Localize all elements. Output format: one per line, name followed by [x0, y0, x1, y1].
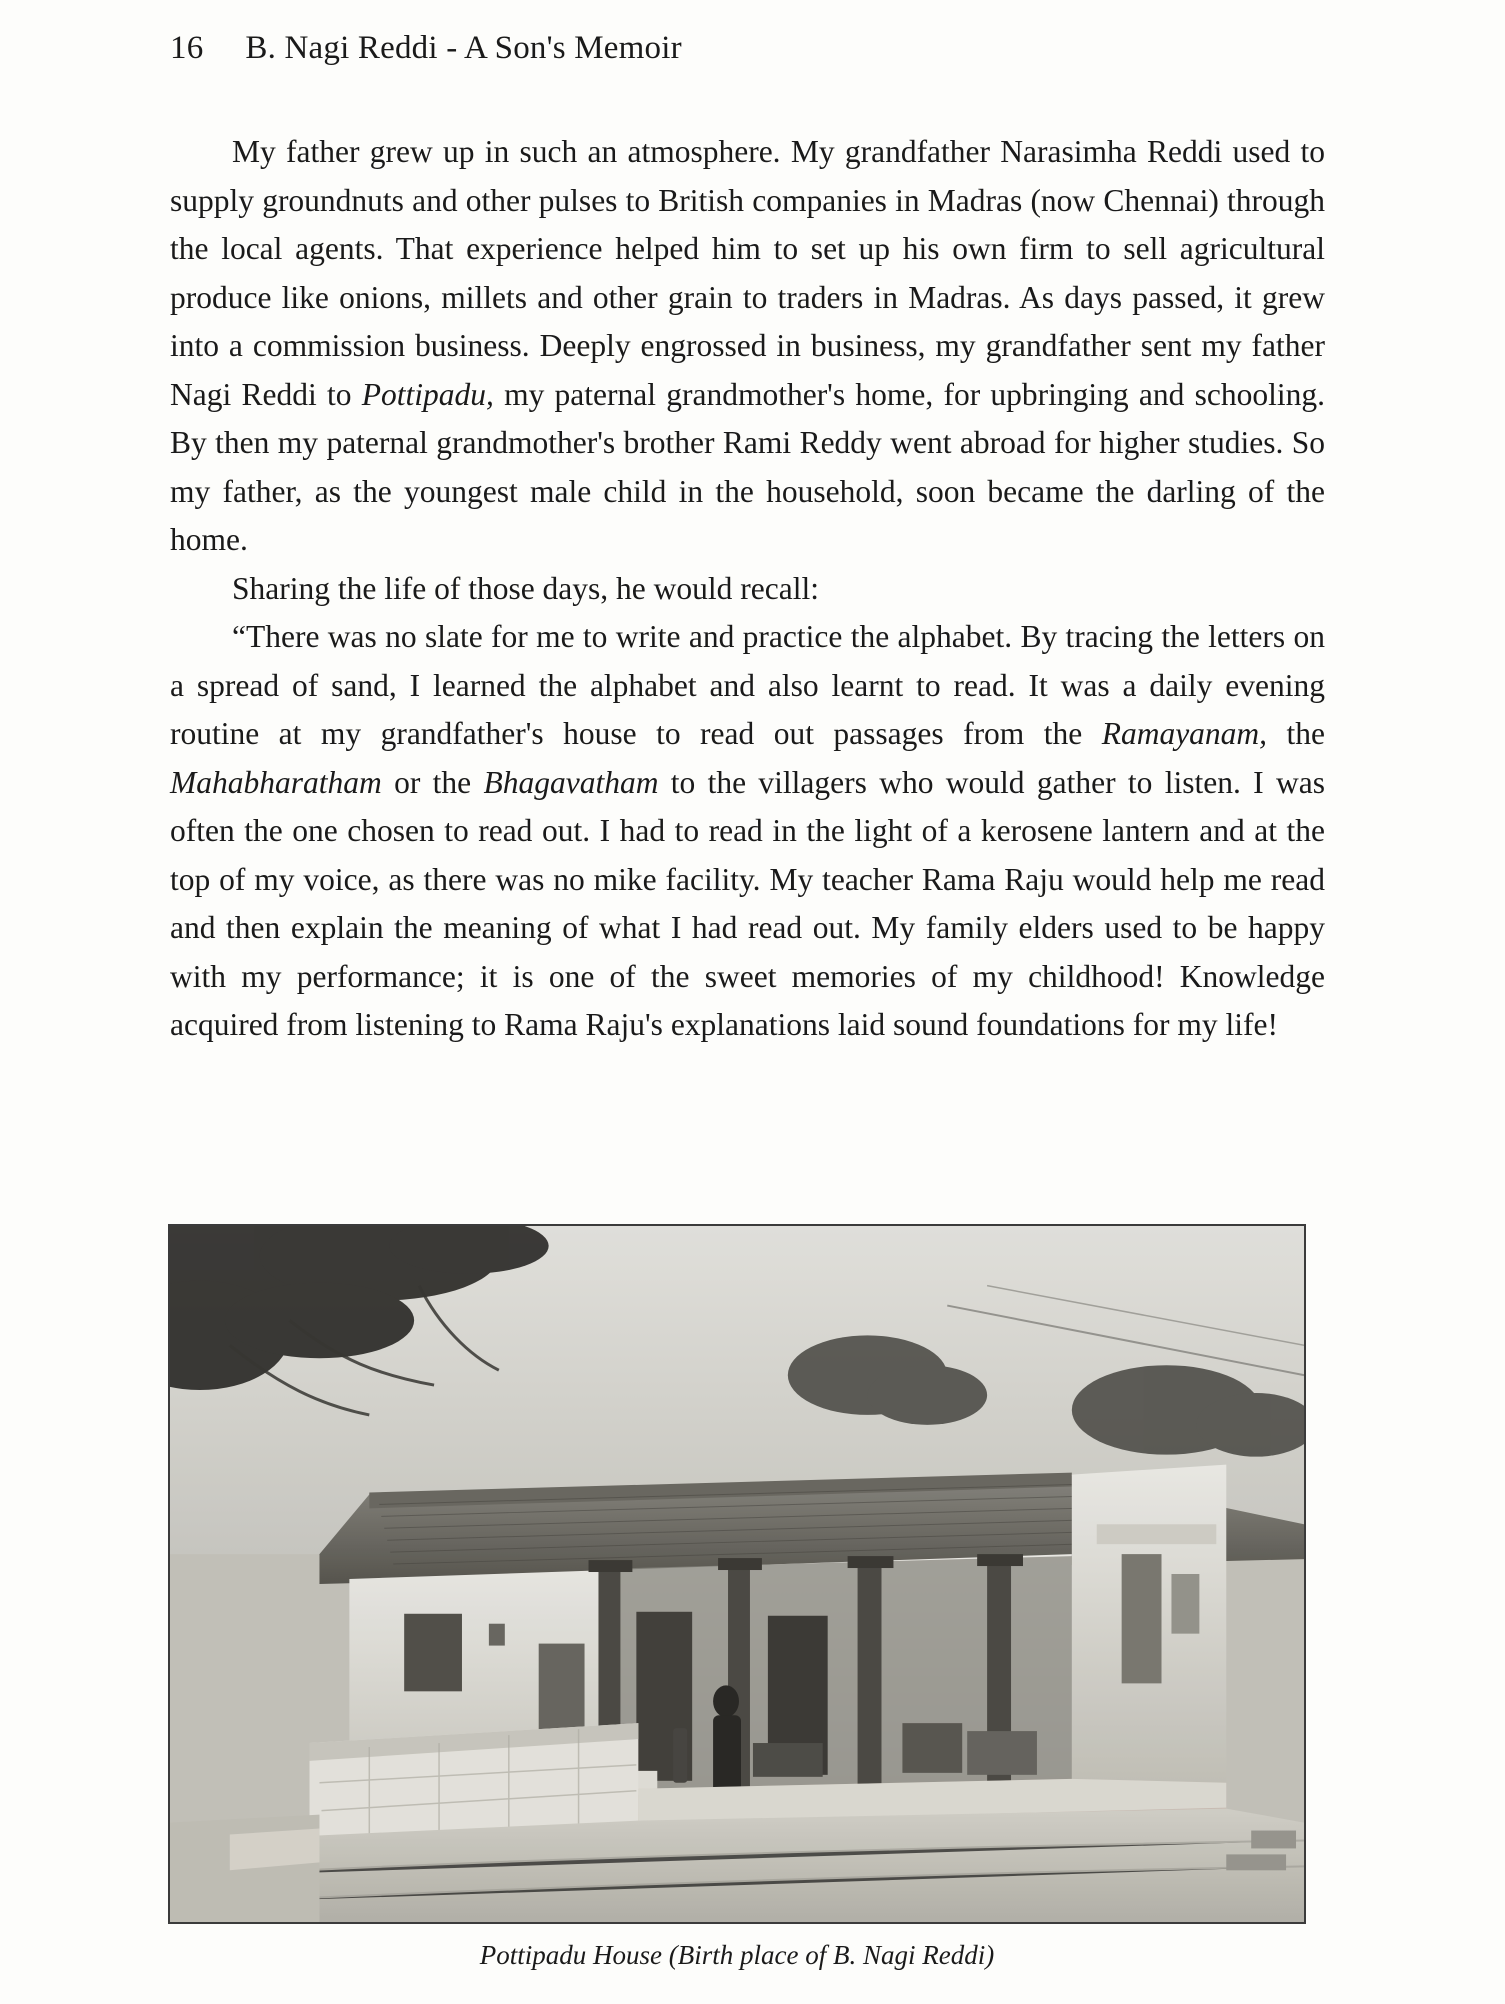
- paragraph-1: [170, 128, 1325, 565]
- paragraph-3-italic-mahabharatham: Mahabharatham: [170, 764, 382, 800]
- paragraph-3-text-d: to the villagers who would gather to listen. I was often the one chosen to read out. I had to read in the light of a kerosene lantern and at the top of my voice, as there was no mike facility. My teacher Rama Raju would help me read and then explain the meaning of what I had read out. My family elders used to be happy with my performance; it is one of the sweet memories of my childhood! Knowledge acquired from listening to Rama Raju's explanations laid sound foundations for my life!: [170, 764, 1325, 1042]
- paragraph-2-text: Sharing the life of those days, he would recall:: [232, 570, 819, 606]
- paragraph-3-italic-bhagavatham: Bhagavatham: [483, 764, 659, 800]
- photograph-pottipadu-house: [168, 1224, 1306, 1924]
- paragraph-1-text-b: my paternal grandmother's home, for upbringing and schooling. By then my paternal grandmother's brother Rami Reddy went abroad for higher studies. So my father, as the youngest male child in the household, soon became the darling of the home.: [170, 376, 1325, 557]
- paragraph-3-text-c: or the: [381, 764, 484, 800]
- paragraph-1-italic-pottipadu: Pottipadu,: [361, 376, 494, 412]
- paragraph-2: [170, 565, 1325, 614]
- body-text: [170, 128, 1325, 1050]
- paragraph-3-text-a: “There was no slate for me to write and practice the alphabet. By tracing the letters on a spread of sand, I learned the alphabet and also learnt to read. It was a daily evening routine at my grandfather's house to read out passages from the: [170, 619, 1325, 751]
- page-number: 16: [170, 30, 204, 66]
- figure-caption: Pottipadu House (Birth place of B. Nagi Reddi): [479, 1940, 995, 1970]
- paragraph-1-text-a: My father grew up in such an atmosphere. My grandfather Narasimha Reddi used to supply groundnuts and other pulses to British companies in Madras (now Chennai) through the local agents. That experience helped him to set up his own firm to sell agricultural produce like onions, millets and other grain to traders in Madras. As days passed, it grew into a commission business. Deeply engrossed in business, my grandfather sent my father Nagi Reddi to: [170, 134, 1325, 412]
- paragraph-3: [170, 613, 1325, 1050]
- page-header: [170, 30, 682, 67]
- paragraph-3-text-b: the: [1267, 716, 1326, 751]
- paragraph-3-italic-ramayanam: Ramayanam,: [1101, 716, 1268, 751]
- running-head: B. Nagi Reddi - A Son's Memoir: [245, 30, 682, 66]
- figure: [168, 1224, 1306, 1971]
